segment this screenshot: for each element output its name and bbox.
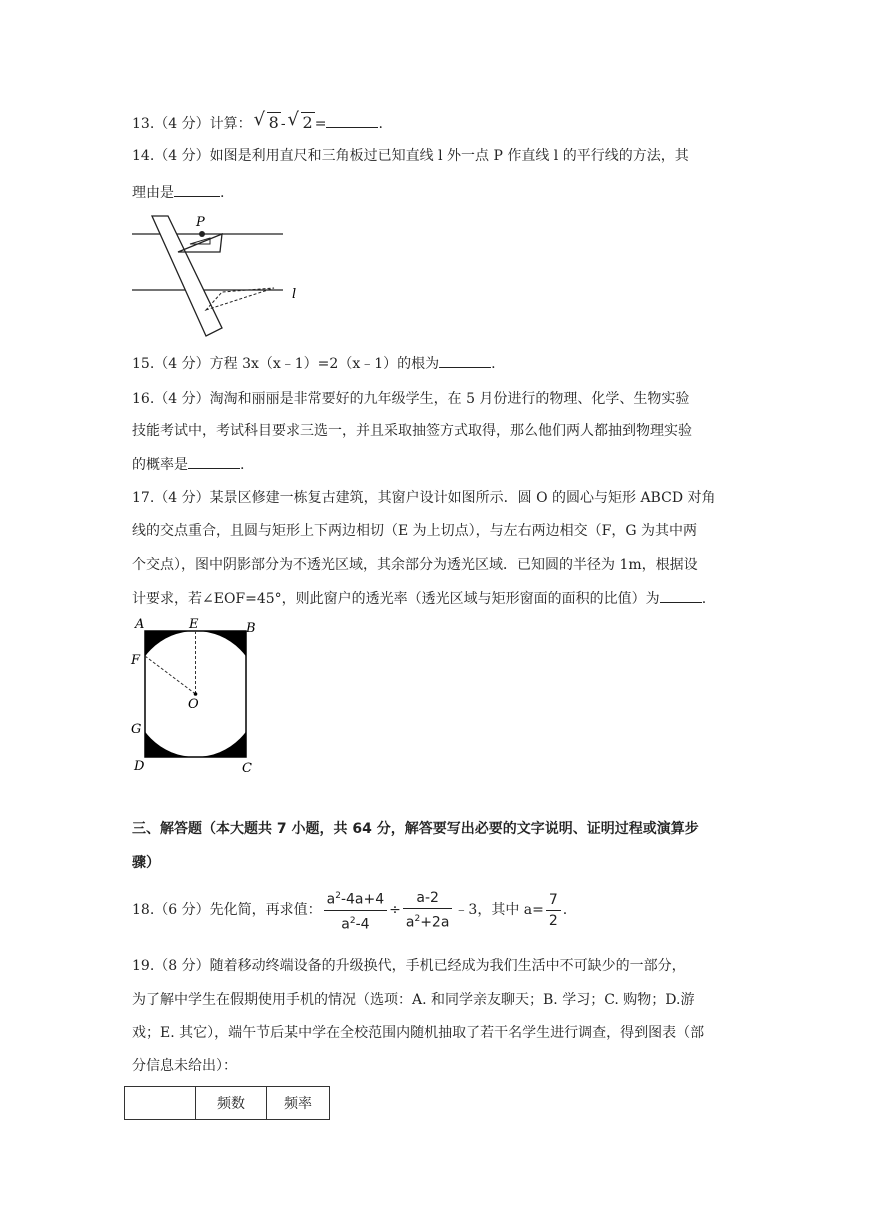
answer-blank-17[interactable] (660, 588, 702, 603)
question-18 (132, 886, 567, 934)
q13-prefix: 13.（4 分）计算： (132, 116, 252, 132)
divide-sign: ÷ (389, 902, 401, 919)
label-f: F (131, 653, 141, 668)
q19-line1: 19.（8 分）随着移动终端设备的升级换代，手机已经成为我们生活中不可缺少的一部分， (132, 958, 686, 974)
fraction-2: $\frac{a-2}{a^2+2a}$ (403, 888, 453, 933)
q15-prefix: 15.（4 分）方程 3x（x﹣1）=2（x﹣1）的根为 (132, 356, 440, 372)
q17-end: . (701, 591, 707, 607)
fraction-1: $\frac{a^2-4a+4}{a^2-4}$ (324, 886, 388, 934)
fraction-value: $\frac{7}{2}$ (546, 890, 561, 931)
q19-line3: 戏；E. 其它），端午节后某中学在全校范围内随机抽取了若干名学生进行调查，得到图表（部 (132, 1025, 705, 1041)
label-g: G (131, 722, 142, 737)
q17-prefix: 计要求，若∠EOF=45°，则此窗户的透光率（透光区域与矩形窗面的面积的比值）为 (132, 591, 660, 607)
point-p (199, 231, 205, 237)
q17-line4 (132, 588, 706, 609)
q16-line3 (132, 454, 244, 475)
answer-blank-16[interactable] (188, 454, 240, 469)
label-b: B (246, 621, 256, 636)
table-header-blank (125, 1087, 196, 1120)
q17-line1: 17.（4 分）某景区修建一栋复古建筑，其窗户设计如图所示．圆 O 的圆心与矩形 ABCD 对角 (132, 490, 716, 506)
label-e: E (189, 617, 199, 632)
question-15 (132, 353, 496, 374)
label-c: C (242, 761, 252, 776)
q13-end: . (378, 116, 383, 132)
triangle-bottom (206, 288, 274, 310)
q13-minus: - (280, 116, 286, 132)
window-figure (128, 615, 268, 780)
q13-eq: = (314, 116, 327, 132)
sqrt-8: √ 8 (253, 109, 279, 132)
q17-line3: 个交点），图中阴影部分为不透光区域，其余部分为透光区域．已知圆的半径为 1m，根据设 (132, 557, 698, 573)
ruler-triangle-figure (128, 210, 308, 340)
q16-prefix: 的概率是 (132, 457, 188, 473)
label-l: l (292, 287, 297, 302)
center-o (194, 692, 198, 696)
table-header-frequency-count: 频数 (196, 1087, 267, 1120)
q18-mid: ﹣3，其中 a= (454, 902, 544, 919)
frequency-table (124, 1086, 330, 1120)
triangle-top (178, 234, 222, 252)
q14-line1: 14.（4 分）如图是利用直尺和三角板过已知直线 l 外一点 P 作直线 l 的平行线的方法，其 (132, 148, 689, 164)
section-3-heading-line1: 三、解答题（本大题共 7 小题，共 64 分，解答要写出必要的文字说明、证明过程或演算步 (132, 821, 699, 837)
q17-line2: 线的交点重合，且圆与矩形上下两边相切（E 为上切点），与左右两边相交（F，G 为其中两 (132, 523, 698, 539)
q14-end: . (220, 185, 225, 201)
q15-end: . (491, 356, 496, 372)
answer-blank-14[interactable] (174, 182, 220, 197)
question-13 (132, 109, 383, 134)
section-3-heading-line2: 骤） (132, 855, 160, 871)
answer-blank-15[interactable] (439, 353, 491, 368)
q19-line2: 为了解中学生在假期使用手机的情况（选项：A. 和同学亲友聊天；B. 学习；C. 购物；D.游 (132, 992, 695, 1008)
label-d: D (134, 759, 145, 774)
label-o: O (188, 697, 199, 712)
sqrt-2: √ 2 (287, 109, 313, 132)
answer-blank-13[interactable] (326, 113, 378, 128)
label-p: P (196, 215, 205, 230)
table-header-frequency-rate: 频率 (267, 1087, 330, 1120)
q14-line2 (132, 182, 224, 203)
label-a: A (135, 617, 145, 632)
q16-line2: 技能考试中，考试科目要求三选一，并且采取抽签方式取得，那么他们两人都抽到物理实验 (132, 423, 692, 439)
q19-line4: 分信息未给出）： (132, 1058, 237, 1074)
q16-line1: 16.（4 分）淘淘和丽丽是非常要好的九年级学生，在 5 月份进行的物理、化学、生物实验 (132, 391, 690, 407)
q18-end: . (562, 902, 568, 919)
table-header-row (125, 1087, 330, 1120)
q14-prefix: 理由是 (132, 185, 174, 201)
q16-end: . (240, 457, 245, 473)
q18-prefix: 18.（6 分）先化简，再求值： (132, 902, 322, 919)
